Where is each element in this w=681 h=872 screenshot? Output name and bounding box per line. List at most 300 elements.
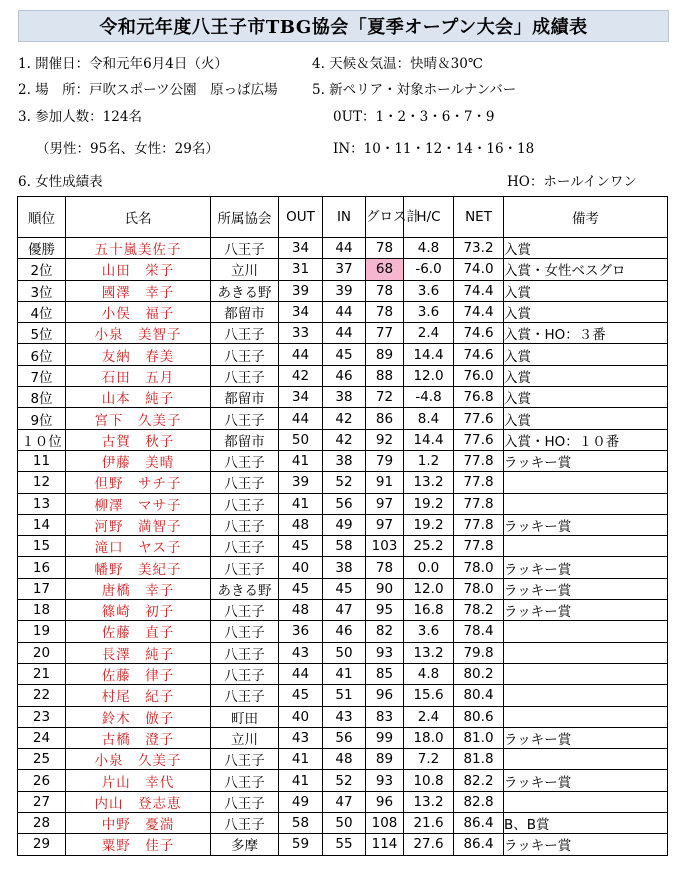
table-row [18,749,668,770]
note-cell: ラッキー賞 [504,450,668,471]
out-cell: 48 [279,600,323,621]
in-cell: 46 [323,365,366,386]
info-weather: 4. 天候＆気温：快晴＆30℃ [312,56,483,72]
table-row [18,685,668,706]
in-cell: 42 [323,429,366,450]
gross-cell: 97 [366,493,404,514]
hole-in-one-legend: HO：ホールインワン [507,174,637,190]
assoc-cell: 八王子 [211,557,279,578]
hc-cell: 2.4 [404,323,454,344]
net-cell: 78.0 [454,578,504,599]
name-cell: 長澤 純子 [66,642,211,663]
assoc-cell: 都留市 [211,387,279,408]
header-gross: グロス計 [366,197,404,238]
name-cell: 古賀 秋子 [66,429,211,450]
gross-cell: 103 [366,536,404,557]
net-cell: 74.4 [454,280,504,301]
name-cell: 内山 登志恵 [66,791,211,812]
note-cell [504,706,668,727]
out-cell: 50 [279,429,323,450]
net-cell: 78.4 [454,621,504,642]
table-row [18,387,668,408]
in-cell: 38 [323,450,366,471]
table-row [18,450,668,471]
gross-cell: 78 [366,280,404,301]
note-cell: 入賞・女性ベスグロ [504,259,668,280]
gross-cell: 72 [366,387,404,408]
hc-cell: 0.0 [404,557,454,578]
in-cell: 42 [323,408,366,429]
out-cell: 34 [279,301,323,322]
in-cell: 45 [323,344,366,365]
out-cell: 48 [279,514,323,535]
in-cell: 38 [323,387,366,408]
rank-cell: 23 [18,706,66,727]
out-cell: 44 [279,408,323,429]
out-cell: 49 [279,791,323,812]
name-cell: 片山 幸代 [66,770,211,791]
out-cell: 45 [279,578,323,599]
assoc-cell: 八王子 [211,642,279,663]
rank-cell: 7位 [18,365,66,386]
rank-cell: 4位 [18,301,66,322]
in-cell: 58 [323,536,366,557]
name-cell: 村尾 紀子 [66,685,211,706]
note-cell: 入賞 [504,301,668,322]
in-cell: 39 [323,280,366,301]
table-row [18,770,668,791]
net-cell: 86.4 [454,813,504,834]
in-cell: 56 [323,493,366,514]
assoc-cell: 八王子 [211,344,279,365]
hc-cell: 10.8 [404,770,454,791]
in-cell: 52 [323,770,366,791]
gross-cell: 93 [366,770,404,791]
net-cell: 77.8 [454,493,504,514]
name-cell: 中野 憂湍 [66,813,211,834]
hc-cell: 19.2 [404,514,454,535]
assoc-cell: 八王子 [211,472,279,493]
rank-cell: 20 [18,642,66,663]
assoc-cell: 八王子 [211,514,279,535]
hc-cell: 14.4 [404,429,454,450]
gross-cell: 95 [366,600,404,621]
rank-cell: 16 [18,557,66,578]
name-cell: 小俣 福子 [66,301,211,322]
net-cell: 77.8 [454,536,504,557]
assoc-cell: 八王子 [211,493,279,514]
assoc-cell: 都留市 [211,429,279,450]
hc-cell: 25.2 [404,536,454,557]
out-cell: 36 [279,621,323,642]
hc-cell: 1.2 [404,450,454,471]
rank-cell: 29 [18,834,66,855]
in-cell: 51 [323,685,366,706]
name-cell: 鈴木 倣子 [66,706,211,727]
net-cell: 74.0 [454,259,504,280]
info-participants: 3. 参加人数：124名 [18,109,142,125]
out-cell: 58 [279,813,323,834]
note-cell [504,621,668,642]
hc-cell: 7.2 [404,749,454,770]
table-row [18,514,668,535]
info-out-holes: 0UT：1・2・3・6・7・9 [333,109,495,125]
rank-cell: １０位 [18,429,66,450]
net-cell: 86.4 [454,834,504,855]
in-cell: 52 [323,472,366,493]
gross-cell: 88 [366,365,404,386]
section-title: 6. 女性成績表 [18,174,103,190]
info-gender: （男性：95名、女性：29名） [36,141,219,157]
rank-cell: 5位 [18,323,66,344]
rank-cell: 25 [18,749,66,770]
net-cell: 77.6 [454,429,504,450]
assoc-cell: 八王子 [211,749,279,770]
note-cell [504,642,668,663]
in-cell: 50 [323,813,366,834]
hc-cell: 18.0 [404,727,454,748]
table-row [18,323,668,344]
name-cell: 小泉 久美子 [66,749,211,770]
rank-cell: 優勝 [18,238,66,259]
note-cell: 入賞 [504,238,668,259]
table-row [18,472,668,493]
hc-cell: 13.2 [404,791,454,812]
net-cell: 77.8 [454,472,504,493]
hc-cell: 21.6 [404,813,454,834]
out-cell: 31 [279,259,323,280]
out-cell: 42 [279,365,323,386]
gross-cell: 108 [366,813,404,834]
name-cell: 伊藤 美晴 [66,450,211,471]
header-rank: 順位 [18,197,66,238]
hc-cell: 2.4 [404,706,454,727]
gross-cell: 89 [366,749,404,770]
net-cell: 77.6 [454,408,504,429]
assoc-cell: 八王子 [211,536,279,557]
assoc-cell: 都留市 [211,301,279,322]
rank-cell: 27 [18,791,66,812]
table-row [18,365,668,386]
net-cell: 78.0 [454,557,504,578]
table-row [18,578,668,599]
results-table [17,196,668,856]
net-cell: 76.8 [454,387,504,408]
hc-cell: 15.6 [404,685,454,706]
assoc-cell: 八王子 [211,813,279,834]
out-cell: 43 [279,642,323,663]
in-cell: 41 [323,663,366,684]
gross-cell: 68 [366,259,404,280]
hc-cell: 3.6 [404,621,454,642]
in-cell: 37 [323,259,366,280]
table-row [18,706,668,727]
table-row [18,642,668,663]
out-cell: 45 [279,685,323,706]
name-cell: 宮下 久美子 [66,408,211,429]
net-cell: 82.8 [454,791,504,812]
gross-cell: 89 [366,344,404,365]
hc-cell: 4.8 [404,238,454,259]
assoc-cell: あきる野 [211,578,279,599]
name-cell: 幡野 美紀子 [66,557,211,578]
net-cell: 81.0 [454,727,504,748]
rank-cell: 6位 [18,344,66,365]
net-cell: 77.8 [454,450,504,471]
name-cell: 小泉 美智子 [66,323,211,344]
hc-cell: 13.2 [404,642,454,663]
header-assoc: 所属協会 [211,197,279,238]
rank-cell: 17 [18,578,66,599]
table-row [18,557,668,578]
gross-cell: 99 [366,727,404,748]
in-cell: 47 [323,600,366,621]
net-cell: 82.2 [454,770,504,791]
assoc-cell: 立川 [211,727,279,748]
header-out: OUT [279,197,323,238]
out-cell: 33 [279,323,323,344]
out-cell: 34 [279,387,323,408]
gross-cell: 96 [366,685,404,706]
out-cell: 39 [279,472,323,493]
out-cell: 45 [279,536,323,557]
name-cell: 但野 サチ子 [66,472,211,493]
assoc-cell: 八王子 [211,450,279,471]
gross-cell: 90 [366,578,404,599]
note-cell: ラッキー賞 [504,600,668,621]
gross-cell: 78 [366,238,404,259]
name-cell: 滝口 ヤス子 [66,536,211,557]
name-cell: 山田 栄子 [66,259,211,280]
header-name: 氏名 [66,197,211,238]
note-cell: 入賞 [504,387,668,408]
gross-cell: 93 [366,642,404,663]
note-cell: ラッキー賞 [504,514,668,535]
out-cell: 41 [279,493,323,514]
in-cell: 38 [323,557,366,578]
table-row [18,536,668,557]
note-cell: ラッキー賞 [504,727,668,748]
out-cell: 44 [279,344,323,365]
in-cell: 55 [323,834,366,855]
assoc-cell: 町田 [211,706,279,727]
in-cell: 45 [323,578,366,599]
table-row [18,600,668,621]
out-cell: 41 [279,749,323,770]
note-cell: ラッキー賞 [504,834,668,855]
note-cell: 入賞 [504,408,668,429]
name-cell: 古橋 澄子 [66,727,211,748]
note-cell [504,749,668,770]
note-cell: ラッキー賞 [504,557,668,578]
out-cell: 43 [279,727,323,748]
gross-cell: 82 [366,621,404,642]
note-cell [504,685,668,706]
name-cell: 國澤 幸子 [66,280,211,301]
name-cell: 唐橋 幸子 [66,578,211,599]
in-cell: 44 [323,301,366,322]
note-cell: ラッキー賞 [504,770,668,791]
table-row [18,621,668,642]
report-title: 令和元年度八王子市TBG協会「夏季オープン大会」成績表 [18,10,669,42]
hc-cell: 12.0 [404,365,454,386]
net-cell: 79.8 [454,642,504,663]
hc-cell: 13.2 [404,472,454,493]
rank-cell: 15 [18,536,66,557]
in-cell: 43 [323,706,366,727]
in-cell: 44 [323,238,366,259]
net-cell: 78.2 [454,600,504,621]
net-cell: 76.0 [454,365,504,386]
out-cell: 41 [279,770,323,791]
table-row [18,408,668,429]
assoc-cell: 八王子 [211,408,279,429]
assoc-cell: 八王子 [211,600,279,621]
name-cell: 柳澤 マサ子 [66,493,211,514]
hc-cell: 3.6 [404,280,454,301]
hc-cell: -4.8 [404,387,454,408]
rank-cell: 19 [18,621,66,642]
name-cell: 五十嵐美佐子 [66,238,211,259]
table-row [18,238,668,259]
hc-cell: 3.6 [404,301,454,322]
note-cell [504,472,668,493]
assoc-cell: 八王子 [211,238,279,259]
note-cell: ラッキー賞 [504,578,668,599]
table-row [18,791,668,812]
table-row [18,813,668,834]
net-cell: 80.4 [454,685,504,706]
name-cell: 友納 春美 [66,344,211,365]
info-date: 1. 開催日：令和元年6月4日（火） [18,56,228,72]
note-cell [504,663,668,684]
header-in: IN [323,197,366,238]
in-cell: 49 [323,514,366,535]
rank-cell: 26 [18,770,66,791]
assoc-cell: 八王子 [211,770,279,791]
net-cell: 74.4 [454,301,504,322]
net-cell: 77.8 [454,514,504,535]
note-cell: B、B賞 [504,813,668,834]
table-row [18,301,668,322]
in-cell: 48 [323,749,366,770]
assoc-cell: 八王子 [211,791,279,812]
rank-cell: 8位 [18,387,66,408]
out-cell: 39 [279,280,323,301]
in-cell: 47 [323,791,366,812]
gross-cell: 78 [366,301,404,322]
rank-cell: 22 [18,685,66,706]
hc-cell: -6.0 [404,259,454,280]
gross-cell: 85 [366,663,404,684]
net-cell: 81.8 [454,749,504,770]
rank-cell: 9位 [18,408,66,429]
header-hc: H/C [404,197,454,238]
hc-cell: 16.8 [404,600,454,621]
table-row [18,344,668,365]
net-cell: 80.6 [454,706,504,727]
info-in-holes: IN：10・11・12・14・16・18 [333,141,535,157]
rank-cell: 3位 [18,280,66,301]
gross-cell: 79 [366,450,404,471]
out-cell: 44 [279,663,323,684]
name-cell: 粟野 佳子 [66,834,211,855]
header-note: 備考 [504,197,668,238]
rank-cell: 24 [18,727,66,748]
table-row [18,727,668,748]
gross-cell: 97 [366,514,404,535]
assoc-cell: あきる野 [211,280,279,301]
note-cell [504,791,668,812]
out-cell: 59 [279,834,323,855]
note-cell: 入賞 [504,280,668,301]
rank-cell: 21 [18,663,66,684]
hc-cell: 19.2 [404,493,454,514]
table-row [18,280,668,301]
assoc-cell: 八王子 [211,323,279,344]
rank-cell: 28 [18,813,66,834]
rank-cell: 18 [18,600,66,621]
net-cell: 74.6 [454,344,504,365]
table-header-row [18,197,668,238]
table-row [18,663,668,684]
out-cell: 40 [279,706,323,727]
note-cell [504,493,668,514]
gross-cell: 83 [366,706,404,727]
net-cell: 73.2 [454,238,504,259]
net-cell: 74.6 [454,323,504,344]
gross-cell: 96 [366,791,404,812]
assoc-cell: 八王子 [211,621,279,642]
name-cell: 佐藤 直子 [66,621,211,642]
table-row [18,834,668,855]
out-cell: 34 [279,238,323,259]
name-cell: 河野 満智子 [66,514,211,535]
note-cell [504,536,668,557]
name-cell: 石田 五月 [66,365,211,386]
gross-cell: 86 [366,408,404,429]
table-row [18,429,668,450]
note-cell: 入賞 [504,344,668,365]
assoc-cell: 八王子 [211,663,279,684]
in-cell: 46 [323,621,366,642]
gross-cell: 91 [366,472,404,493]
rank-cell: 14 [18,514,66,535]
name-cell: 山本 純子 [66,387,211,408]
rank-cell: 2位 [18,259,66,280]
out-cell: 40 [279,557,323,578]
hc-cell: 4.8 [404,663,454,684]
gross-cell: 92 [366,429,404,450]
rank-cell: 11 [18,450,66,471]
name-cell: 佐藤 律子 [66,663,211,684]
hc-cell: 12.0 [404,578,454,599]
assoc-cell: 八王子 [211,685,279,706]
assoc-cell: 多摩 [211,834,279,855]
table-row [18,259,668,280]
gross-cell: 114 [366,834,404,855]
assoc-cell: 立川 [211,259,279,280]
in-cell: 50 [323,642,366,663]
gross-cell: 78 [366,557,404,578]
rank-cell: 12 [18,472,66,493]
note-cell: 入賞・HO：１０番 [504,429,668,450]
name-cell: 篠崎 初子 [66,600,211,621]
table-row [18,493,668,514]
out-cell: 41 [279,450,323,471]
assoc-cell: 八王子 [211,365,279,386]
header-net: NET [454,197,504,238]
